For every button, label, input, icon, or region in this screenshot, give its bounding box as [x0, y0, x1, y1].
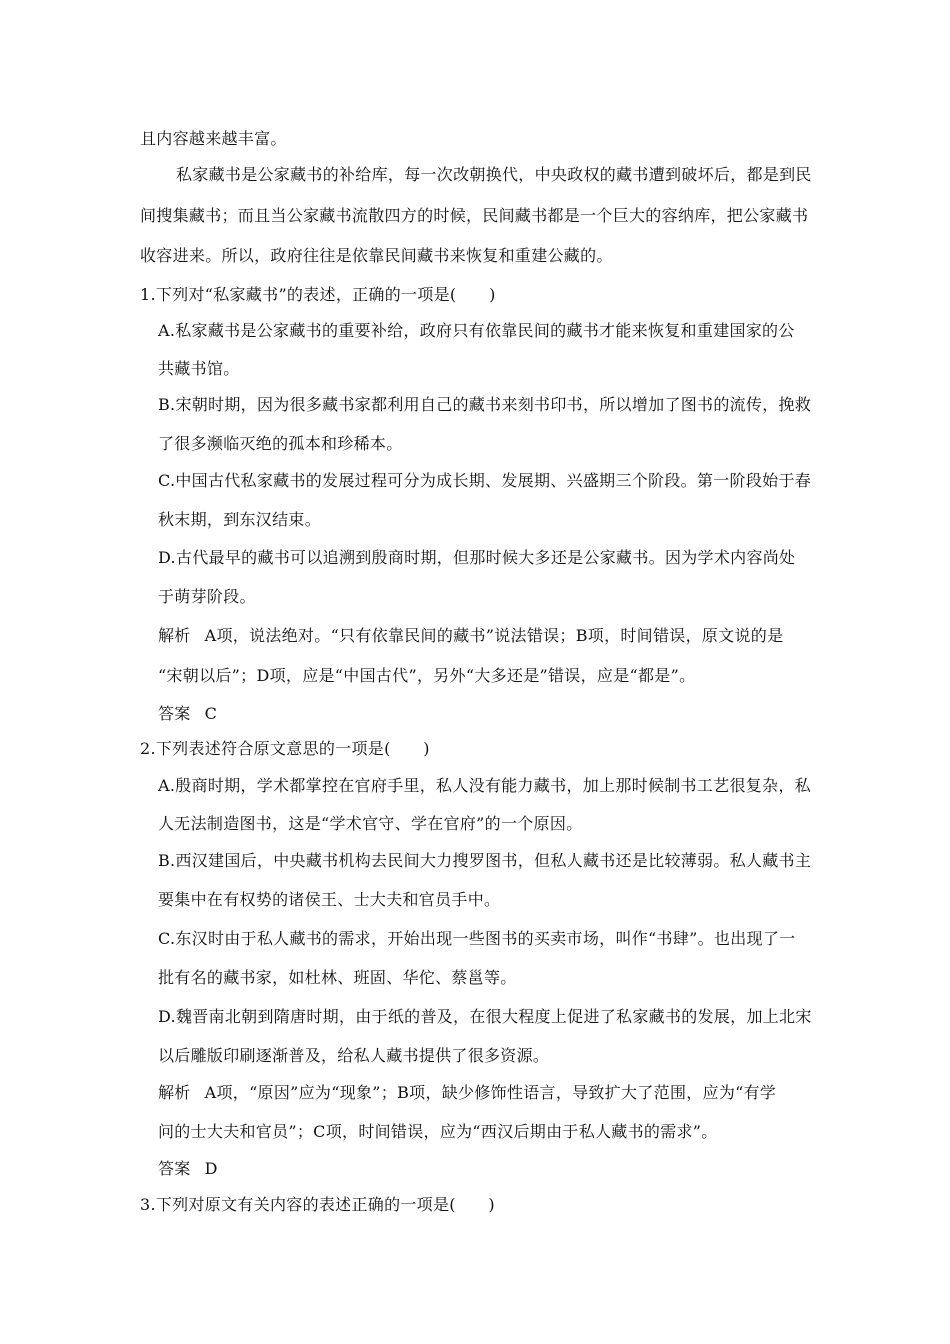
- q1-option-a: A.私家藏书是公家藏书的重要补给，政府只有依靠民间的藏书才能来恢复和重建国家的公: [158, 321, 795, 340]
- q2-answer: [158, 1158, 218, 1180]
- q2-option-d: D.魏晋南北朝到隋唐时期，由于纸的普及，在很大程度上促进了私家藏书的发展，加上北宋: [158, 1007, 812, 1026]
- q1-analysis-cont: “宋朝以后”；D项，应是“中国古代”，另外“大多还是”错误，应是“都是”。: [158, 666, 696, 685]
- q2-option-b: B.西汉建国后，中央藏书机构去民间大力搜罗图书，但私人藏书还是比较薄弱。私人藏书主: [158, 851, 812, 870]
- q1-option-c-cont: 秋末期，到东汉结束。: [158, 510, 322, 529]
- answer-label: 答案: [158, 1159, 191, 1178]
- answer-label: 答案: [158, 704, 191, 723]
- passage-line: 私家藏书是公家藏书的补给库，每一次改朝换代，中央政权的藏书遭到破坏后，都是到民: [176, 165, 812, 184]
- q2-option-c-cont: 批有名的藏书家，如杜林、班固、华佗、蔡邕等。: [158, 968, 517, 987]
- q2-analysis-cont: 问的士大夫和官员”；C项，时间错误，应为“西汉后期由于私人藏书的需求”。: [158, 1122, 718, 1141]
- passage-line: 且内容越来越丰富。: [140, 129, 287, 148]
- q1-option-a-cont: 共藏书馆。: [158, 359, 240, 378]
- q1-option-b: B.宋朝时期，因为很多藏书家都利用自己的藏书来刻书印书，所以增加了图书的流传，挽救: [158, 395, 812, 414]
- q1-option-d: D.古代最早的藏书可以追溯到殷商时期，但那时候大多还是公家藏书。因为学术内容尚处: [158, 548, 796, 567]
- question-1-stem: 1.下列对“私家藏书”的表述，正确的一项是( ): [140, 285, 496, 304]
- q1-analysis: [158, 625, 783, 647]
- analysis-text: A项，“原因”应为“现象”；B项，缺少修饰性语言，导致扩大了范围，应为“有学: [204, 1083, 777, 1102]
- q2-option-d-cont: 以后雕版印刷逐渐普及，给私人藏书提供了很多资源。: [158, 1046, 550, 1065]
- q2-option-b-cont: 要集中在有权势的诸侯王、士大夫和官员手中。: [158, 890, 501, 909]
- passage-line: 收容进来。所以，政府往往是依靠民间藏书来恢复和重建公藏的。: [140, 246, 613, 265]
- question-3-stem: 3.下列对原文有关内容的表述正确的一项是( ): [140, 1195, 495, 1214]
- q2-analysis: [158, 1082, 776, 1104]
- analysis-label: 解析: [158, 626, 191, 645]
- answer-value: D: [204, 1159, 218, 1178]
- passage-line: 间搜集藏书；而且当公家藏书流散四方的时候，民间藏书都是一个巨大的容纳库，把公家藏书: [140, 206, 809, 225]
- q1-option-c: C.中国古代私家藏书的发展过程可分为成长期、发展期、兴盛期三个阶段。第一阶段始于春: [158, 471, 812, 490]
- analysis-text: A项，说法绝对。“只有依靠民间的藏书”说法错误；B项，时间错误，原文说的是: [204, 626, 784, 645]
- q1-answer: [158, 703, 217, 725]
- q2-option-a-cont: 人无法制造图书，这是“学术官守、学在官府”的一个原因。: [158, 814, 583, 833]
- q1-option-b-cont: 了很多濒临灭绝的孤本和珍稀本。: [158, 434, 403, 453]
- q1-option-d-cont: 于萌芽阶段。: [158, 587, 256, 606]
- q2-option-c: C.东汉时由于私人藏书的需求，开始出现一些图书的买卖市场，叫作“书肆”。也出现了一: [158, 929, 796, 948]
- question-2-stem: 2.下列表述符合原文意思的一项是( ): [140, 739, 430, 758]
- analysis-label: 解析: [158, 1083, 191, 1102]
- q2-option-a: A.殷商时期，学术都掌控在官府手里，私人没有能力藏书，加上那时候制书工艺很复杂，私: [158, 776, 811, 795]
- answer-value: C: [204, 704, 218, 723]
